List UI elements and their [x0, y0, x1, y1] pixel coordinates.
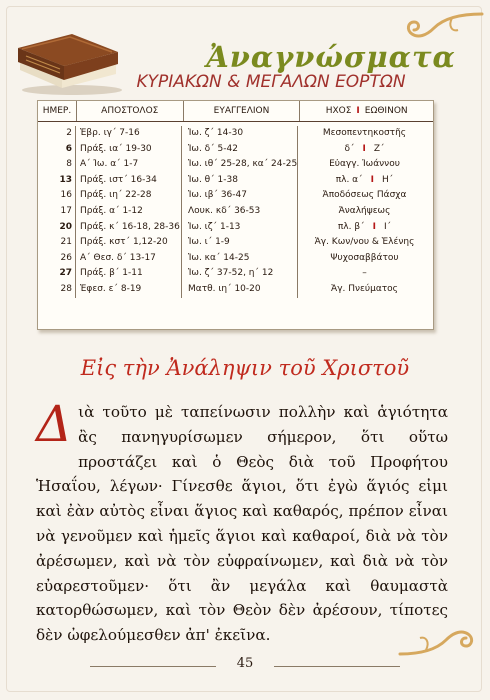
body-text: ιὰ τοῦτο μὲ ταπείνωσιν πολλὴν καὶ ἁγιότητα ἂς πανηγυρίσωμεν σήμερον, ὅτι οὕτω προστάζει καὶ ὁ Θεὸς διὰ τοῦ Προφήτου Ἡσαΐου, λέγων· Γίνεσθε ἅγιοι, ὅτι ἐγὼ ἅγιός εἰμι καὶ ἐὰν αὐτὸς εἶναι ἅγιος καὶ καθαρός, πρέπον εἶναι νὰ γενοῦμεν καὶ ἡμεῖς ἅγιοι καὶ καθαροί, διὰ νὰ τὸν ἀρέσωμεν, καὶ νὰ τὸν εὐφραίνωμεν, καὶ διὰ νὰ τὸν εὐαρεστοῦμεν· ὅτι ἂν μεγάλα καὶ θαυμαστὰ κατορθώσωμεν, καὶ τὸν Θεὸν δὲν ἀρέσουν, τίποτες δὲν ὠφελούμεσθεν ἀπ' ἐκεῖνα.: [36, 403, 448, 645]
footer-rule-right: [274, 666, 400, 667]
cell-day: 21: [60, 237, 72, 248]
cell-tone: πλ. β΄: [337, 221, 365, 232]
cell-day: 20: [59, 221, 72, 232]
cell-gospel: Ἰω. θ΄ 1-38: [188, 174, 238, 185]
cell-apostle: Α΄ Ἰω. α΄ 1-7: [80, 159, 139, 170]
cell-eothinon: Η΄: [381, 174, 394, 185]
cell-day: 17: [60, 205, 72, 216]
header-separator: I: [356, 106, 360, 116]
cell-apostle: Πράξ. ιστ΄ 16-34: [80, 174, 157, 185]
cell-tone-eothinon: [298, 266, 431, 282]
cell-tone-eothinon: [298, 204, 431, 220]
cell-day: 27: [59, 268, 72, 279]
page-subtitle: ΚΥΡΙΑΚΩΝ & ΜΕΓΑΛΩΝ ΕΟΡΤΩΝ: [136, 72, 406, 92]
cell-apostle: Ἑβρ. ιγ΄ 7-16: [80, 128, 140, 138]
cell-day: 16: [60, 190, 72, 201]
cell-gospel: Ἰω. ιβ΄ 36-47: [188, 190, 247, 201]
body-paragraph: [36, 395, 448, 648]
cell-feast-text: Ἀποδόσεως Πάσχα: [322, 190, 407, 201]
cell-apostle: Πράξ. α΄ 1-12: [80, 205, 143, 216]
cell-apostle: Πράξ. β΄ 1-11: [80, 268, 143, 279]
cell-gospel: Λουκ. κδ΄ 36-53: [188, 205, 261, 216]
column-gospel: [182, 126, 298, 298]
cell-apostle: Πράξ. κ΄ 16-18, 28-36: [80, 221, 180, 232]
cell-tone-eothinon: [298, 282, 431, 298]
table-body: [38, 122, 433, 298]
readings-table: [37, 100, 434, 330]
cell-gospel: Ἰω. ζ΄ 14-30: [188, 128, 244, 138]
cell-separator: I: [372, 221, 376, 232]
cell-gospel: Ἰω. δ΄ 5-42: [188, 143, 238, 154]
column-days: [38, 126, 76, 298]
cell-apostle: Πράξ. ιη΄ 22-28: [80, 190, 152, 201]
ornament-swirl-bottom: [396, 620, 482, 660]
cell-tone-eothinon: [298, 173, 431, 189]
cell-apostle: Πράξ. κστ΄ 1,12-20: [80, 237, 168, 248]
header-apostle: ΑΠΟΣΤΟΛΟΣ: [77, 101, 184, 121]
cell-tone-eothinon: [298, 188, 431, 204]
cell-day: 8: [66, 159, 72, 170]
drop-cap: Δ: [36, 395, 73, 453]
header-gospel: ΕΥΑΓΓΕΛΙΟΝ: [184, 101, 301, 121]
table-header-row: [38, 101, 433, 122]
cell-gospel: Ἰω. ιθ΄ 25-28, κα΄ 24-25: [188, 159, 298, 170]
cell-day: 6: [65, 143, 72, 154]
cell-day: 2: [66, 128, 72, 138]
cell-feast-text: Μεσοπεντηκοστῆς: [322, 128, 407, 138]
cell-day: 26: [60, 252, 72, 263]
cell-gospel: Ἰω. ι΄ 1-9: [188, 237, 230, 248]
header-tone: ΗΧΟΣ: [325, 106, 352, 116]
section-title: Εἰς τὴν Ἀνάληψιν τοῦ Χριστοῦ: [80, 356, 410, 380]
cell-tone-eothinon: [298, 142, 431, 158]
cell-feast-text: Εὐαγγ. Ἰωάννου: [329, 159, 400, 170]
header-eothinon: ΕΩΘΙΝΟΝ: [364, 106, 408, 116]
cell-gospel: Ἰω. ιζ΄ 1-13: [188, 221, 241, 232]
cell-eothinon: Ι΄: [383, 221, 392, 232]
cell-feast-text: Ἁγ. Πνεύματος: [331, 283, 398, 294]
cell-feast-text: Ἀναλήψεως: [338, 205, 391, 216]
cell-apostle: Α΄ Θεσ. δ΄ 13-17: [80, 252, 156, 263]
cell-tone: δ΄: [344, 143, 355, 154]
cell-day: 13: [59, 174, 72, 185]
cell-tone: πλ. α΄: [335, 174, 363, 185]
header-day: ΗΜΕΡ.: [38, 101, 77, 121]
cell-apostle: Πράξ. ια΄ 19-30: [80, 143, 152, 154]
cell-tone-eothinon: [298, 157, 431, 173]
cell-gospel: Ἰω. κα΄ 14-25: [188, 252, 250, 263]
cell-eothinon: Ζ΄: [373, 143, 385, 154]
cell-feast-text: –: [362, 268, 367, 279]
column-tone-eothinon: [298, 126, 431, 298]
cell-feast-text: Ἁγ. Κων/νου & Ἑλένης: [314, 237, 415, 248]
page-footer: [90, 656, 400, 676]
cell-tone-eothinon: [298, 251, 431, 267]
cell-feast-text: Ψυχοσαββάτου: [330, 252, 399, 263]
cell-tone-eothinon: [298, 126, 431, 142]
cell-gospel: Ματθ. ιη΄ 10-20: [188, 283, 261, 294]
page-number: 45: [236, 656, 254, 671]
cell-day: 28: [60, 283, 72, 294]
header-tone-eothinon: [300, 101, 433, 121]
column-apostle: [76, 126, 182, 298]
cell-tone-eothinon: [298, 220, 431, 236]
cell-apostle: Ἐφεσ. ε΄ 8-19: [80, 283, 142, 294]
cell-separator: I: [370, 174, 374, 185]
cell-tone-eothinon: [298, 235, 431, 251]
cell-gospel: Ἰω. ζ΄ 37-52, η΄ 12: [188, 268, 274, 279]
page-title: Ἀναγνώσματα: [206, 40, 456, 74]
cell-separator: I: [362, 143, 366, 154]
